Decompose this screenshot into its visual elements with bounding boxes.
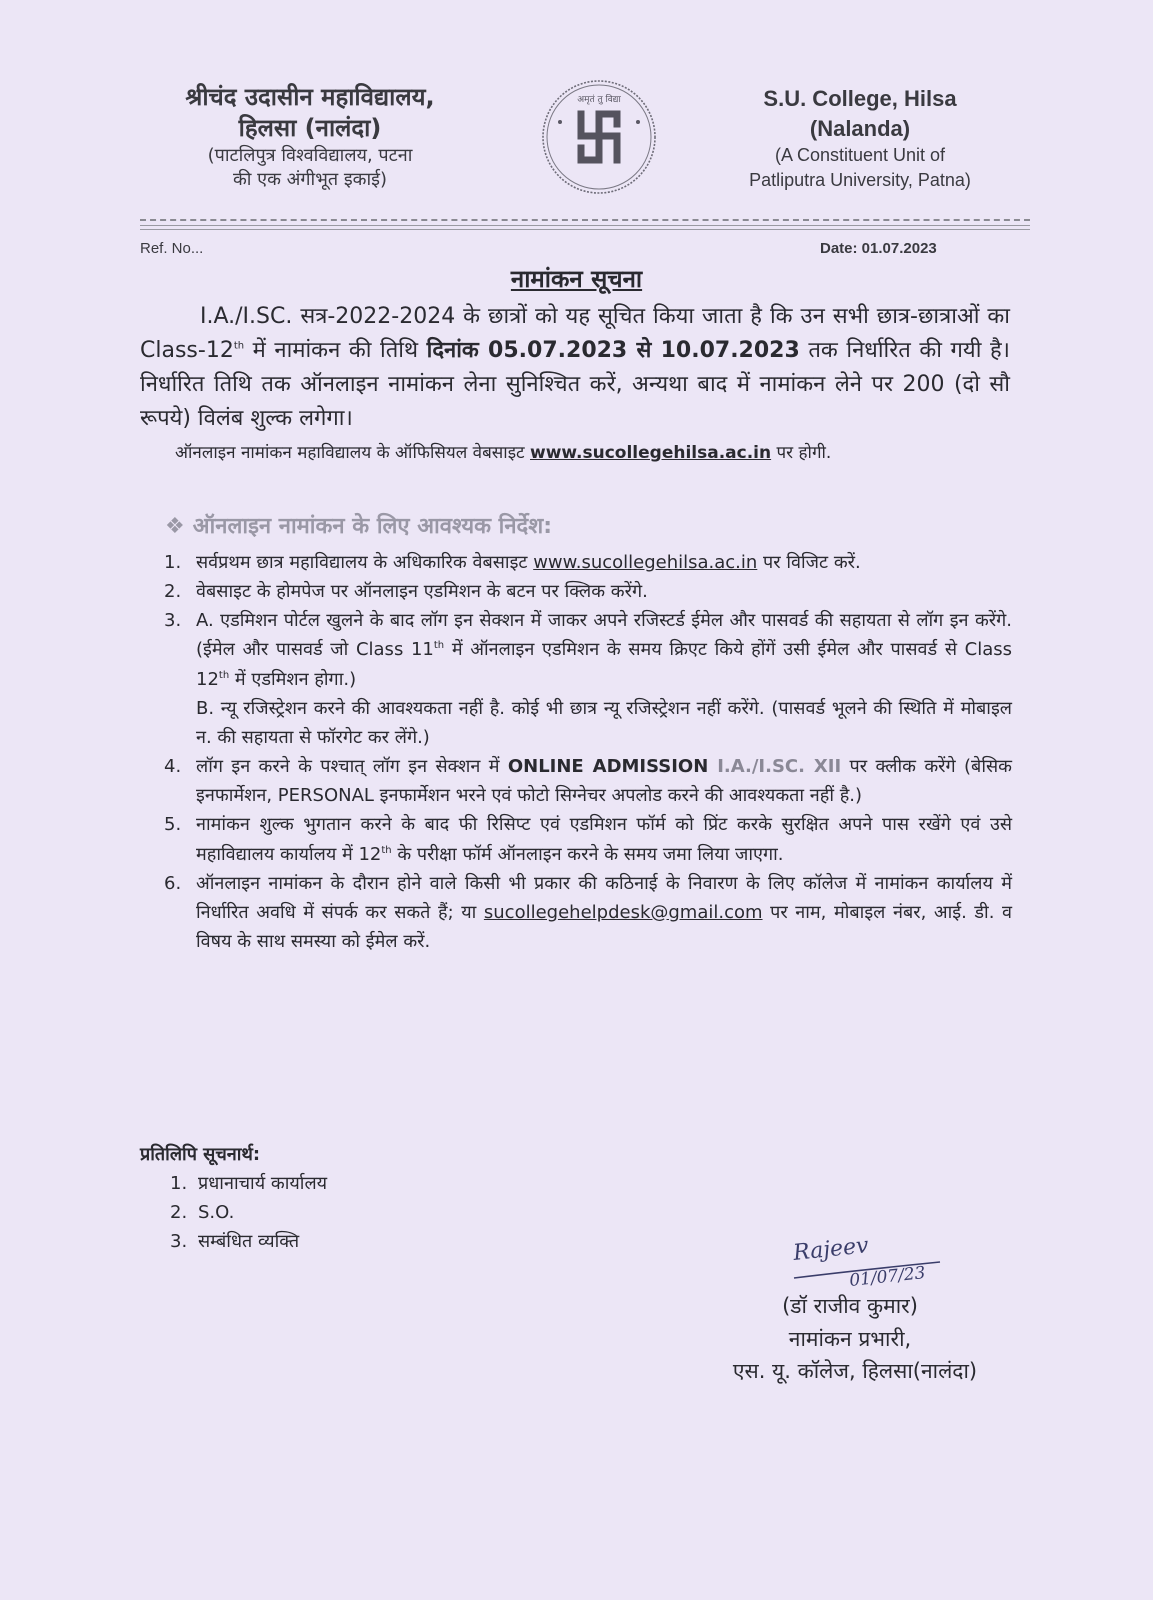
website-line <box>175 440 1025 463</box>
para-part1: I.A./I.SC. सत्र-2022-2024 के छात्रों को यह सूचित किया जाता है कि उन सभी छात्र-छात्राओं का Class-12 <box>140 304 1010 364</box>
instruction-list <box>160 548 1012 956</box>
seal-motto: अमृतं तु विद्या <box>577 95 621 105</box>
para-part3: तक निर्धारित की गयी है। निर्धारित तिथि तक ऑनलाइन नामांकन लेना सुनिश्चित करें, अन्यथा बाद में नामांकन लेने पर 200 (दो सौ रूपये) विलंब शुल्क लगेगा। <box>140 338 1010 432</box>
swastika-seal-icon <box>540 78 658 196</box>
copy-to-heading: प्रतिलिपि सूचनार्थ: <box>140 1144 261 1165</box>
website-link[interactable]: www.sucollegehilsa.ac.in <box>530 443 772 463</box>
instruction-step <box>160 606 1012 752</box>
step-number: 1. <box>164 552 182 573</box>
college-name-hindi: श्रीचंद उदासीन महाविद्यालय, <box>185 83 435 111</box>
copy-to-list <box>170 1170 327 1256</box>
superscript: th <box>381 844 392 856</box>
website-link[interactable]: www.sucollegehilsa.ac.in <box>533 552 758 573</box>
college-location-english: (Nalanda) <box>809 115 911 141</box>
step-number: 5. <box>164 814 182 836</box>
step-number: 6. <box>164 872 182 894</box>
college-location-hindi: हिलसा (नालंदा) <box>238 114 382 143</box>
step-text: पर क्लीक करेंगे (बेसिक इनफार्मेशन, PERSONAL इनफार्मेशन भरने एवं फोटो सिग्नेचर अपलोड करने की आवश्यकता नहीं है.) <box>196 756 1012 807</box>
diamond-bullet-icon: ❖ <box>165 514 185 539</box>
header-english <box>700 84 1020 192</box>
para-sup: th <box>233 340 245 352</box>
notice-title <box>0 262 1153 295</box>
superscript: th <box>218 669 230 681</box>
signature-date: 01/07/23 <box>848 1263 927 1291</box>
step-text: वेबसाइट के होमपेज पर ऑनलाइन एडमिशन के बटन पर क्लिक करेंगे. <box>196 581 648 603</box>
item-text: प्रधानाचार्य कार्यालय <box>198 1173 328 1194</box>
step-bold-text: ONLINE ADMISSION <box>507 756 709 778</box>
copy-to-item <box>170 1199 327 1228</box>
step-text: नामांकन शुल्क भुगतान करने के बाद फी रिसिप्ट एवं एडमिशन फॉर्म को प्रिंट करके सुरक्षित अपने पास रखेंगे एवं उसे महाविद्यालय कार्यालय में 12 <box>196 814 1012 865</box>
item-number: 2. <box>170 1201 188 1223</box>
copy-to-item <box>170 1170 327 1199</box>
website-line-post: पर होगी. <box>771 443 832 463</box>
superscript: th <box>433 640 445 652</box>
para-date-range: दिनांक 05.07.2023 से 10.07.2023 <box>426 338 800 364</box>
signatory-block <box>690 1290 1010 1388</box>
signatory-name: (डॉ राजीव कुमार) <box>782 1294 918 1318</box>
step-part-b: B. न्यू रजिस्ट्रेशन करने की आवश्यकता नहीं है. कोई भी छात्र न्यू रजिस्ट्रेशन नहीं करेंगे. (पासवर्ड भूलने की स्थिति में मोबाइल न. की सहायता से फॉरगेट कर लेंगे.) <box>196 697 1012 748</box>
instruction-step <box>160 548 1012 577</box>
step-text: पर नाम, मोबाइल नंबर, आई. डी. व विषय के साथ समस्या को ईमेल करें. <box>196 901 1013 953</box>
step-number: 4. <box>164 756 182 778</box>
reference-number: Ref. No... <box>140 240 204 257</box>
website-line-pre: ऑनलाइन नामांकन महाविद्यालय के ऑफिसियल वेबसाइट <box>175 443 531 463</box>
item-text: सम्बंधित व्यक्ति <box>198 1230 300 1252</box>
university-hindi-line2: की एक अंगीभूत इकाई) <box>232 168 388 190</box>
signature-name: Rajeev <box>792 1236 870 1266</box>
notice-title-text: नामांकन सूचना <box>510 265 643 293</box>
header-divider-dashed <box>140 219 1030 221</box>
header-divider-double <box>140 225 1030 230</box>
copy-to-item <box>170 1228 327 1257</box>
step-text: A. एडमिशन पोर्टल खुलने के बाद लॉग इन सेक्शन में जाकर अपने रजिस्टर्ड ईमेल और पासवर्ड की सहायता से लॉग इन करेंगे. (ईमेल और पासवर्ड जो Class 11 <box>196 610 1012 661</box>
step-text: पर विजिट करें. <box>757 552 861 573</box>
helpdesk-email-link[interactable]: sucollegehelpdesk@gmail.com <box>483 901 763 923</box>
instructions-heading <box>165 510 552 540</box>
instruction-step <box>160 810 1012 868</box>
para-part2: में नामांकन की तिथि <box>244 338 427 364</box>
signatory-institution: एस. यू. कॉलेज, हिलसा(नालंदा) <box>732 1359 978 1384</box>
item-text: S.O. <box>198 1201 235 1223</box>
step-text: ऑनलाइन नामांकन के दौरान होने वाले किसी भी प्रकार की कठिनाई के निवारण के लिए कॉलेज में नामांकन कार्यालय में निर्धारित अवधि में संपर्क कर सकते हैं; या <box>196 872 1012 923</box>
step-text: के परीक्षा फॉर्म ऑनलाइन करने के समय जमा लिया जाएगा. <box>391 843 784 865</box>
step-faded-text: I.A./I.SC. XII <box>708 756 842 778</box>
step-number: 3. <box>164 610 182 632</box>
university-hindi-line1: (पाटलिपुत्र विश्वविद्यालय, पटना <box>207 145 413 167</box>
step-number: 2. <box>164 581 182 603</box>
signatory-designation: नामांकन प्रभारी, <box>788 1326 912 1351</box>
instructions-heading-text: ऑनलाइन नामांकन के लिए आवश्यक निर्देश: <box>192 514 552 539</box>
header-hindi <box>140 82 480 191</box>
instruction-step <box>160 869 1012 956</box>
step-part-a <box>196 606 1012 693</box>
step-text: लॉग इन करने के पश्चात् लॉग इन सेक्शन में <box>196 756 508 778</box>
university-english-line2: Patliputra University, Patna) <box>749 169 971 190</box>
step-text: में एडमिशन होगा.) <box>229 668 357 690</box>
instruction-step <box>160 752 1012 810</box>
step-text: में ऑनलाइन एडमिशन के समय क्रिएट किये होंगें उसी ईमेल और पासवर्ड से Class 12 <box>196 639 1012 690</box>
item-number: 3. <box>170 1230 188 1252</box>
university-english-line1: (A Constituent Unit of <box>774 145 946 166</box>
instruction-step <box>160 577 1012 606</box>
notice-paragraph <box>140 300 1010 436</box>
college-name-english: S.U. College, Hilsa <box>763 86 957 111</box>
notice-date: Date: 01.07.2023 <box>820 240 937 257</box>
item-number: 1. <box>170 1173 188 1194</box>
handwritten-signature <box>790 1236 970 1298</box>
step-text: सर्वप्रथम छात्र महाविद्यालय के अधिकारिक वेबसाइट <box>196 552 534 573</box>
